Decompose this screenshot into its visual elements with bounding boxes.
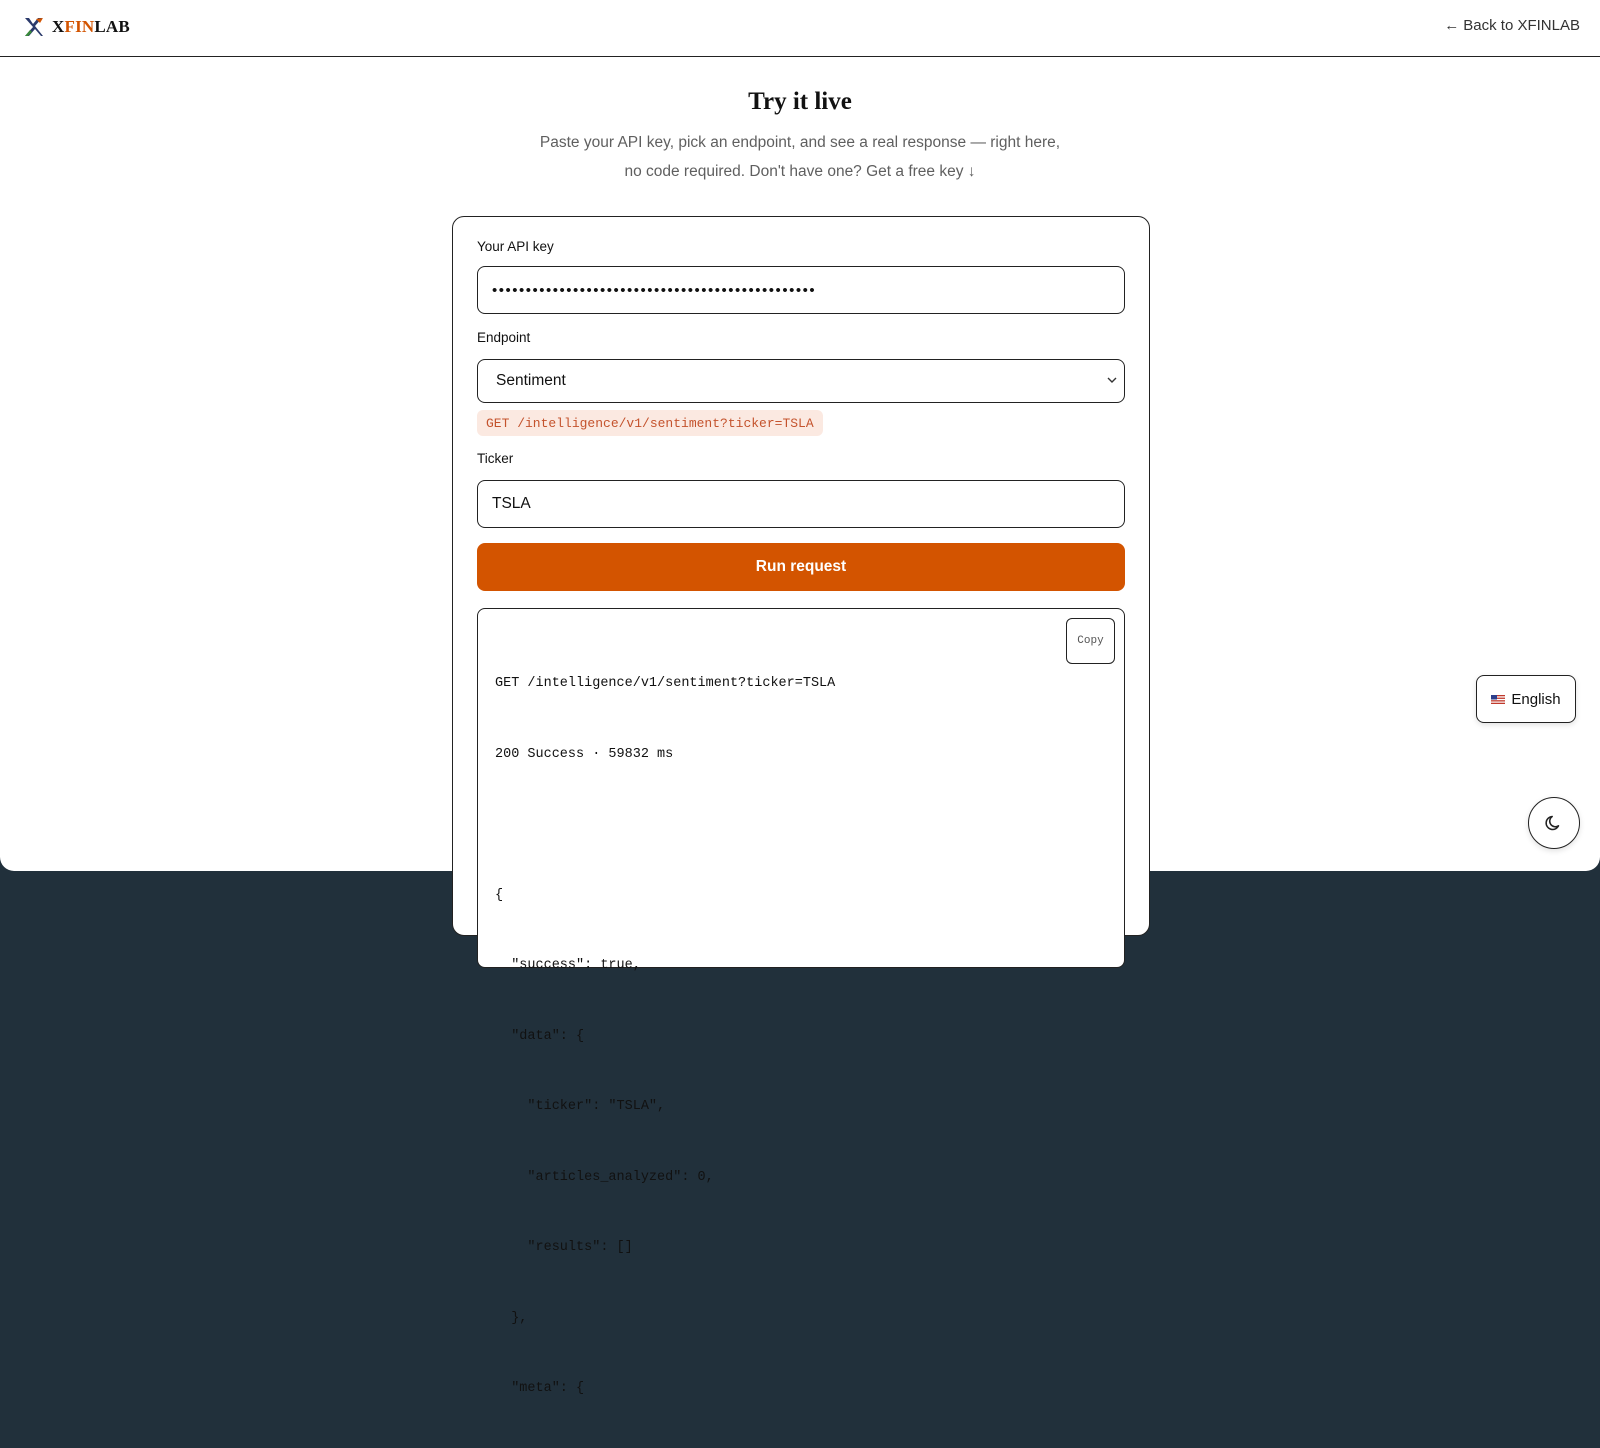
back-to-xfinlab-link[interactable] — [1444, 17, 1580, 34]
response-line: "success": true, — [495, 958, 641, 973]
endpoint-selected-value: Sentiment — [496, 372, 566, 389]
api-key-label: Your API key — [477, 239, 554, 254]
response-line: "ticker": "TSLA", — [495, 1099, 666, 1114]
language-label: English — [1511, 690, 1561, 708]
response-panel — [477, 608, 1125, 1396]
xfinlab-logo-icon — [22, 15, 46, 39]
response-line: "data": { — [495, 1028, 585, 1044]
back-link-label: Back to XFINLAB — [1463, 17, 1580, 34]
get-free-key-link[interactable]: no code required. Don't have one? Get a free key ↓ — [624, 163, 976, 180]
response-line: "results": [] — [495, 1240, 633, 1255]
response-status-line: 200 Success · 59832 ms — [495, 746, 674, 762]
page-title: Try it live — [748, 88, 852, 115]
endpoint-path-chip: GET /intelligence/v1/sentiment?ticker=TSLA — [477, 410, 823, 436]
endpoint-select[interactable] — [477, 359, 1125, 403]
endpoint-label: Endpoint — [477, 330, 531, 345]
response-line: "articles_analyzed": 0, — [495, 1169, 714, 1185]
response-line: "meta": { — [495, 1381, 585, 1396]
arrow-left-icon: ← — [1444, 17, 1460, 34]
chevron-down-icon — [1106, 374, 1118, 386]
try-it-card — [452, 216, 1150, 1396]
response-line: { — [495, 887, 504, 903]
language-selector-button[interactable] — [1476, 675, 1576, 723]
theme-toggle-button[interactable] — [1528, 797, 1580, 849]
ticker-input[interactable]: TSLA — [477, 480, 1125, 528]
us-flag-icon — [1491, 695, 1505, 704]
subtitle-line-1: Paste your API key, pick an endpoint, and see a real response — right here, — [539, 134, 1061, 151]
response-line: }, — [495, 1310, 528, 1326]
response-body — [495, 625, 835, 1448]
page-subtitle — [500, 128, 1100, 186]
api-key-input[interactable]: •••••••••••••••••••••••••••••••••••••••••••••••• — [477, 266, 1125, 314]
copy-button[interactable]: Copy — [1066, 618, 1115, 664]
response-line — [495, 813, 835, 837]
logo-text: XFINLAB — [52, 17, 130, 36]
ticker-label: Ticker — [477, 451, 514, 466]
run-request-button[interactable]: Run request — [477, 543, 1125, 591]
response-line: GET /intelligence/v1/sentiment?ticker=TSLA — [495, 676, 836, 691]
logo[interactable] — [22, 14, 130, 40]
top-bar — [0, 0, 1600, 57]
moon-icon — [1544, 813, 1564, 833]
